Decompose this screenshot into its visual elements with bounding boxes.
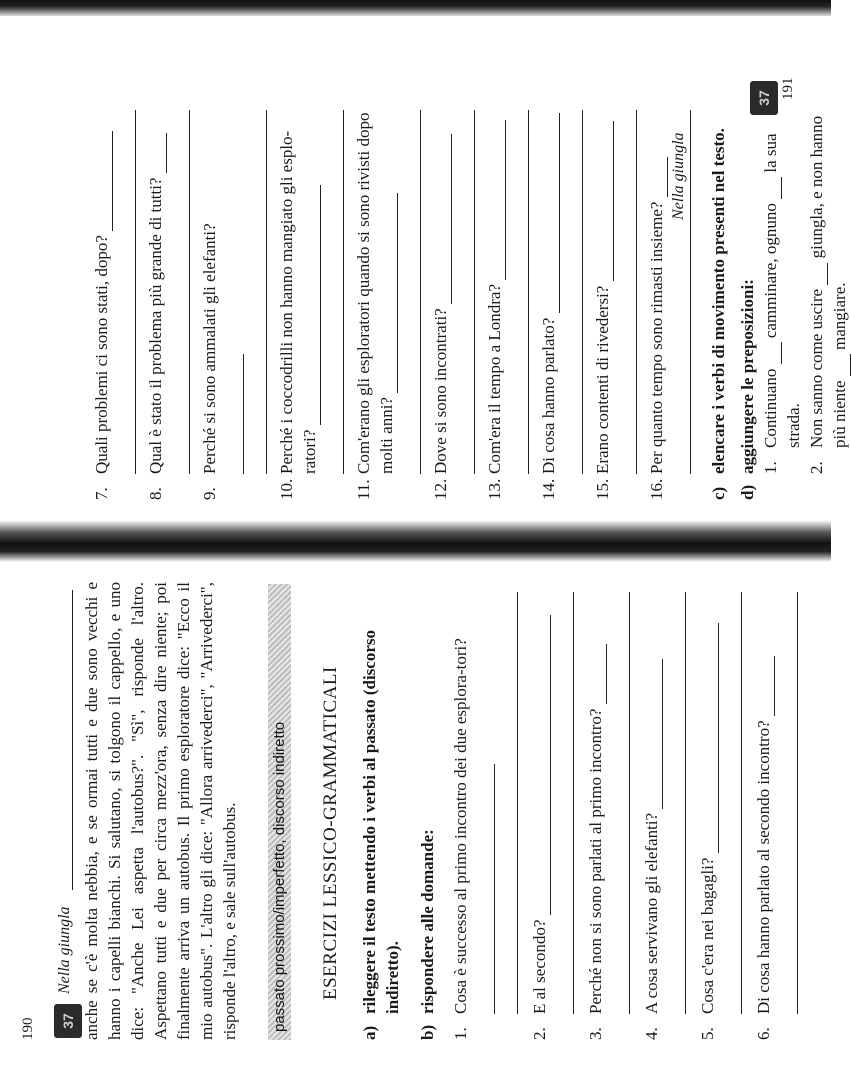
running-head: Nella giungla bbox=[56, 906, 73, 994]
answer-line[interactable] bbox=[758, 656, 775, 716]
book-gutter bbox=[0, 520, 831, 562]
blank[interactable] bbox=[765, 177, 782, 199]
question-number: 16. bbox=[647, 478, 666, 500]
item-text: la sua strada. bbox=[761, 133, 803, 448]
answer-line[interactable] bbox=[398, 110, 421, 474]
question-number: 2. bbox=[530, 1027, 549, 1040]
questions-block bbox=[90, 100, 851, 500]
exercise-a-text: rileggere il testo mettendo i verbi al passato (discorso indiretto). bbox=[360, 629, 402, 1014]
exercise-b-text: rispondere alle domande: bbox=[418, 829, 437, 1014]
exercise-c bbox=[707, 100, 730, 500]
question-10 bbox=[275, 100, 321, 500]
question-text: Per quanto tempo sono rimasti insieme? bbox=[647, 201, 666, 474]
question-text: Cosa c'era nei bagagli? bbox=[698, 857, 717, 1014]
question-text: Di cosa hanno parlato? bbox=[539, 317, 558, 474]
question-number: 1. bbox=[451, 1027, 470, 1040]
answer-line[interactable] bbox=[506, 110, 529, 474]
question-number: 3. bbox=[586, 1027, 605, 1040]
exercise-b-label: b) bbox=[418, 1024, 437, 1040]
question-16 bbox=[645, 100, 668, 500]
question-3 bbox=[584, 582, 607, 1040]
answer-line[interactable] bbox=[381, 193, 398, 393]
item-text: Continuano bbox=[761, 368, 780, 448]
answer-line[interactable] bbox=[614, 110, 637, 474]
answer-line[interactable] bbox=[719, 592, 742, 1014]
exercise-b bbox=[416, 582, 439, 1040]
answer-line[interactable] bbox=[775, 592, 798, 1014]
blank[interactable] bbox=[834, 354, 851, 376]
answer-line[interactable] bbox=[543, 114, 560, 314]
item-number: 1. bbox=[761, 461, 780, 474]
exercise-d-item-2 bbox=[805, 100, 851, 474]
answer-line[interactable] bbox=[534, 615, 551, 915]
question-text: Perché non si sono parlati al primo incontro? bbox=[586, 708, 605, 1014]
question-11 bbox=[352, 100, 398, 500]
question-number: 8. bbox=[146, 487, 165, 500]
chapter-badge: 37 bbox=[750, 81, 778, 115]
exercise-d-item-1 bbox=[759, 100, 805, 474]
page-191 bbox=[90, 40, 849, 500]
question-number: 4. bbox=[642, 1027, 661, 1040]
question-text: Qual è stato il problema più grande di tutti? bbox=[146, 177, 165, 474]
question-1 bbox=[449, 582, 495, 1040]
question-6 bbox=[752, 582, 775, 1040]
question-2 bbox=[528, 582, 551, 1040]
item-text: mangiare. bbox=[830, 282, 849, 350]
page-number: 190 bbox=[20, 1017, 36, 1040]
answer-line[interactable] bbox=[167, 110, 190, 474]
question-7 bbox=[90, 100, 113, 500]
header-rule bbox=[72, 590, 73, 890]
question-text: Erano contenti di rivedersi? bbox=[593, 285, 612, 474]
section-title: ESERCIZI LESSICO-GRAMMATICALI bbox=[320, 666, 341, 1000]
question-number: 15. bbox=[593, 478, 612, 500]
answer-line[interactable] bbox=[551, 592, 574, 1014]
exercise-d-text: aggiungere le preposizioni: bbox=[738, 279, 757, 474]
answer-line[interactable] bbox=[452, 110, 475, 474]
question-text: Dove si sono incontrati? bbox=[431, 308, 450, 474]
answer-line[interactable] bbox=[668, 110, 691, 474]
answer-line[interactable] bbox=[560, 110, 583, 474]
story-paragraph bbox=[80, 582, 241, 1040]
question-text: Com'era il tempo a Londra? bbox=[485, 284, 504, 474]
answer-line[interactable] bbox=[150, 133, 167, 173]
page-190 bbox=[20, 570, 810, 1040]
exercise-a-label: a) bbox=[360, 1025, 379, 1040]
question-text: Di cosa hanno parlato al secondo incontro? bbox=[754, 720, 773, 1014]
answer-line[interactable] bbox=[646, 659, 663, 809]
answer-line[interactable] bbox=[478, 764, 495, 1014]
exercise-c-text: elencare i verbi di movimento presenti nel testo. bbox=[709, 128, 728, 474]
paragraph-text: anche se c'è molta nebbia, e se ormai tutti e due sono vecchi e hanno i capelli bianchi. Si salutano, si tolgono il cappello, e uno dice: "Anche Lei aspetta l'autobus?". "Sì", risponde l'altro. Aspettano tutti e due per circa mezz'ora, senza dire niente; poi finalmente arriva un autobus. Il primo esploratore dice: "Ecco il mio autobus". L'altro gli dice: "Allora arrivederci", "Arrivederci", risponde l'altro, e sale sull'autobus. bbox=[82, 582, 239, 1040]
exercise-d bbox=[736, 100, 759, 500]
question-14 bbox=[537, 100, 560, 500]
answer-line[interactable] bbox=[435, 134, 452, 304]
question-number: 10. bbox=[277, 478, 296, 500]
question-number: 6. bbox=[754, 1027, 773, 1040]
question-13 bbox=[483, 100, 506, 500]
answer-line[interactable] bbox=[597, 121, 614, 281]
page-number: 191 bbox=[780, 77, 796, 100]
chapter-badge: 37 bbox=[54, 1004, 82, 1038]
question-4 bbox=[640, 582, 663, 1040]
question-text: Cosa è successo al primo incontro dei due esplora-tori? bbox=[451, 638, 470, 1014]
item-number: 2. bbox=[807, 461, 826, 474]
answer-line[interactable] bbox=[244, 110, 267, 474]
question-text: Com'erano gli esploratori quando si sono rivisti dopo molti anni? bbox=[354, 112, 396, 474]
question-number: 7. bbox=[92, 487, 111, 500]
blank[interactable] bbox=[765, 342, 782, 364]
exercise-d-label: d) bbox=[738, 484, 757, 500]
question-text: E al secondo? bbox=[530, 919, 549, 1014]
answer-line[interactable] bbox=[651, 157, 668, 197]
answer-line[interactable] bbox=[227, 354, 244, 474]
item-text: giungla, e non hanno più niente bbox=[807, 115, 849, 448]
answer-line[interactable] bbox=[113, 110, 136, 474]
question-text: Perché i coccodrilli non hanno mangiato gli esplo-ratori? bbox=[277, 130, 319, 474]
answer-line[interactable] bbox=[96, 131, 113, 231]
item-text: camminare, ognuno bbox=[761, 203, 780, 339]
answer-line[interactable] bbox=[663, 592, 686, 1014]
question-text: Quali problemi ci sono stati, dopo? bbox=[92, 235, 111, 474]
question-5 bbox=[696, 582, 719, 1040]
question-number: 13. bbox=[485, 478, 504, 500]
question-number: 12. bbox=[431, 478, 450, 500]
question-text: A cosa servivano gli elefanti? bbox=[642, 812, 661, 1014]
question-number: 11. bbox=[354, 479, 373, 500]
question-12 bbox=[429, 100, 452, 500]
answer-line[interactable] bbox=[607, 592, 630, 1014]
blank[interactable] bbox=[811, 263, 828, 285]
question-text: Perché si sono ammalati gli elefanti? bbox=[200, 223, 219, 474]
question-9 bbox=[198, 100, 244, 500]
answer-line[interactable] bbox=[702, 623, 719, 853]
exercise-a bbox=[358, 582, 404, 1040]
answer-line[interactable] bbox=[590, 644, 607, 704]
exercise-c-label: c) bbox=[709, 486, 728, 500]
answer-line[interactable] bbox=[304, 185, 321, 425]
exercises-block bbox=[358, 582, 798, 1040]
item-text: Non sanno come uscire bbox=[807, 288, 826, 448]
running-head: Nella giungla bbox=[670, 132, 687, 220]
question-number: 9. bbox=[200, 487, 219, 500]
scan-edge bbox=[0, 0, 831, 16]
answer-line[interactable] bbox=[321, 110, 344, 474]
question-number: 5. bbox=[698, 1027, 717, 1040]
answer-line[interactable] bbox=[495, 592, 518, 1014]
grammar-banner: passato prossimo/imperfetto, discorso indiretto bbox=[268, 584, 291, 1040]
question-15 bbox=[591, 100, 614, 500]
answer-line[interactable] bbox=[489, 120, 506, 280]
question-number: 14. bbox=[539, 478, 558, 500]
question-8 bbox=[144, 100, 167, 500]
